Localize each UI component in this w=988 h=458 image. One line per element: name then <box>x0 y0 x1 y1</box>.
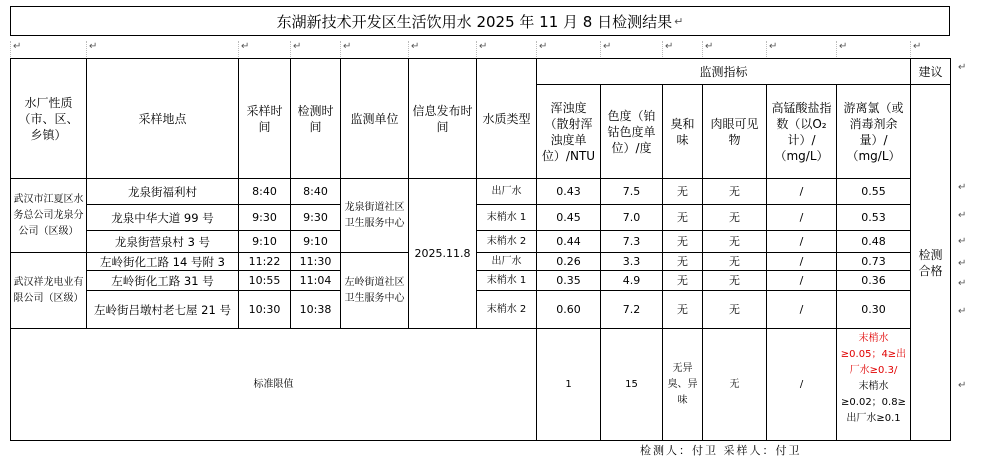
header-chlorine: 游离氯（或消毒剂余量）/（mg/L） <box>837 85 911 179</box>
sample-time-cell: 10:30 <box>239 291 291 329</box>
test-time-cell: 9:30 <box>291 205 341 231</box>
paragraph-mark-icon: ↵ <box>662 41 702 57</box>
visible-cell: 无 <box>703 271 767 291</box>
header-indicators: 监测指标 <box>537 59 911 85</box>
location-cell: 龙泉街福利村 <box>87 179 239 205</box>
test-time-cell: 10:38 <box>291 291 341 329</box>
paragraph-mark-icon: ↵ <box>674 14 684 28</box>
chlorine-cell: 0.30 <box>837 291 911 329</box>
color-cell: 7.5 <box>601 179 663 205</box>
color-cell: 4.9 <box>601 271 663 291</box>
odor-cell: 无 <box>663 253 703 271</box>
test-time-cell: 11:30 <box>291 253 341 271</box>
permanganate-cell: / <box>767 291 837 329</box>
water-type-cell: 末梢水 2 <box>477 231 537 253</box>
test-time-cell: 11:04 <box>291 271 341 291</box>
permanganate-cell: / <box>767 231 837 253</box>
paragraph-mark-icon: ↵ <box>408 41 476 57</box>
sample-time-cell: 8:40 <box>239 179 291 205</box>
paragraph-mark-icon: ↵ <box>958 278 967 289</box>
table-row <box>11 271 951 291</box>
standard-odor: 无异臭、异味 <box>663 329 703 441</box>
paragraph-mark-icon: ↵ <box>238 41 290 57</box>
paragraph-mark-icon: ↵ <box>766 41 836 57</box>
table-row <box>11 291 951 329</box>
water-type-cell: 出厂水 <box>477 253 537 271</box>
permanganate-cell: / <box>767 205 837 231</box>
turbidity-cell: 0.44 <box>537 231 601 253</box>
chlorine-cell: 0.55 <box>837 179 911 205</box>
paragraph-mark-icon: ↵ <box>958 182 967 193</box>
location-cell: 左岭街吕墩村老七屋 21 号 <box>87 291 239 329</box>
sample-time-cell: 9:10 <box>239 231 291 253</box>
odor-cell: 无 <box>663 179 703 205</box>
results-table <box>10 58 951 441</box>
water-type-cell: 出厂水 <box>477 179 537 205</box>
color-cell: 7.3 <box>601 231 663 253</box>
odor-cell: 无 <box>663 291 703 329</box>
paragraph-mark-icon: ↵ <box>958 306 967 317</box>
paragraph-mark-icon: ↵ <box>476 41 536 57</box>
water-type-cell: 末梢水 1 <box>477 271 537 291</box>
location-cell: 左岭街化工路 31 号 <box>87 271 239 291</box>
paragraph-mark-icon: ↵ <box>958 380 967 391</box>
location-cell: 龙泉街营泉村 3 号 <box>87 231 239 253</box>
chlorine-cell: 0.53 <box>837 205 911 231</box>
visible-cell: 无 <box>703 179 767 205</box>
paragraph-mark-icon: ↵ <box>958 210 967 221</box>
permanganate-cell: / <box>767 253 837 271</box>
color-cell: 3.3 <box>601 253 663 271</box>
paragraph-mark-icon: ↵ <box>86 41 238 57</box>
standard-label: 标准限值 <box>11 329 537 441</box>
chlorine-cell: 0.36 <box>837 271 911 291</box>
paragraph-mark-icon: ↵ <box>340 41 408 57</box>
header-water-type: 水质类型 <box>477 59 537 179</box>
sample-time-cell: 9:30 <box>239 205 291 231</box>
header-test-time: 检测时间 <box>291 59 341 179</box>
turbidity-cell: 0.35 <box>537 271 601 291</box>
water-type-cell: 末梢水 1 <box>477 205 537 231</box>
paragraph-mark-icon: ↵ <box>836 41 910 57</box>
header-advice: 建议 <box>911 59 951 85</box>
header-location: 采样地点 <box>87 59 239 179</box>
standard-turbidity: 1 <box>537 329 601 441</box>
unit-cell: 龙泉街道社区卫生服务中心 <box>341 179 409 253</box>
document-title-cell <box>10 6 950 36</box>
standard-visible: 无 <box>703 329 767 441</box>
odor-cell: 无 <box>663 271 703 291</box>
document-title: 东湖新技术开发区生活饮用水 2025 年 11 月 8 日检测结果 <box>276 12 673 31</box>
odor-cell: 无 <box>663 231 703 253</box>
paragraph-mark-icon: ↵ <box>958 236 967 247</box>
turbidity-cell: 0.60 <box>537 291 601 329</box>
visible-cell: 无 <box>703 205 767 231</box>
chlorine-limit-black: 末梢水≥0.02；0.8≥出厂水≥0.1 <box>841 381 906 424</box>
header-odor: 臭和味 <box>663 85 703 179</box>
paragraph-mark-icon: ↵ <box>10 41 86 57</box>
permanganate-cell: / <box>767 271 837 291</box>
paragraph-mark-icon: ↵ <box>910 41 950 57</box>
table-row <box>11 205 951 231</box>
water-type-cell: 末梢水 2 <box>477 291 537 329</box>
test-time-cell: 8:40 <box>291 179 341 205</box>
location-cell: 龙泉中华大道 99 号 <box>87 205 239 231</box>
location-cell: 左岭街化工路 14 号附 3 <box>87 253 239 271</box>
paragraph-mark-icon: ↵ <box>600 41 662 57</box>
plant-cell: 武汉祥龙电业有限公司（区级） <box>11 253 87 329</box>
header-publish-time: 信息发布时间 <box>409 59 477 179</box>
header-sample-time: 采样时间 <box>239 59 291 179</box>
sample-time-cell: 11:22 <box>239 253 291 271</box>
table-row <box>11 231 951 253</box>
blank-row <box>10 41 950 57</box>
paragraph-mark-icon: ↵ <box>290 41 340 57</box>
standard-permanganate: / <box>767 329 837 441</box>
chlorine-cell: 0.73 <box>837 253 911 271</box>
permanganate-cell: / <box>767 179 837 205</box>
advice-value: 检测合格 <box>911 85 951 441</box>
paragraph-mark-icon: ↵ <box>958 258 967 269</box>
unit-cell: 左岭街道社区卫生服务中心 <box>341 253 409 329</box>
chlorine-cell: 0.48 <box>837 231 911 253</box>
header-color: 色度（铂钴色度单位）/度 <box>601 85 663 179</box>
color-cell: 7.0 <box>601 205 663 231</box>
turbidity-cell: 0.45 <box>537 205 601 231</box>
paragraph-mark-icon: ↵ <box>702 41 766 57</box>
header-plant: 水厂性质（市、区、乡镇） <box>11 59 87 179</box>
standard-color: 15 <box>601 329 663 441</box>
header-visible: 肉眼可见物 <box>703 85 767 179</box>
test-time-cell: 9:10 <box>291 231 341 253</box>
header-unit: 监测单位 <box>341 59 409 179</box>
chlorine-limit-red: 末梢水≥0.05；4≥出厂水≥0.3/ <box>840 333 907 376</box>
plant-cell: 武汉市江夏区水务总公司龙泉分公司（区级） <box>11 179 87 253</box>
footer-signatures: 检测人：付卫 采样人：付卫 <box>640 444 802 457</box>
color-cell: 7.2 <box>601 291 663 329</box>
paragraph-mark-icon: ↵ <box>958 62 967 73</box>
visible-cell: 无 <box>703 253 767 271</box>
paragraph-mark-icon: ↵ <box>536 41 600 57</box>
header-permanganate: 高锰酸盐指数（以O₂计）/（mg/L） <box>767 85 837 179</box>
visible-cell: 无 <box>703 291 767 329</box>
header-turbidity: 浑浊度（散射浑浊度单位）/NTU <box>537 85 601 179</box>
turbidity-cell: 0.26 <box>537 253 601 271</box>
visible-cell: 无 <box>703 231 767 253</box>
table-row <box>11 253 951 271</box>
turbidity-cell: 0.43 <box>537 179 601 205</box>
standard-chlorine <box>837 329 911 441</box>
publish-date-cell: 2025.11.8 <box>409 179 477 329</box>
standard-row <box>11 329 951 441</box>
odor-cell: 无 <box>663 205 703 231</box>
sample-time-cell: 10:55 <box>239 271 291 291</box>
table-row <box>11 179 951 205</box>
